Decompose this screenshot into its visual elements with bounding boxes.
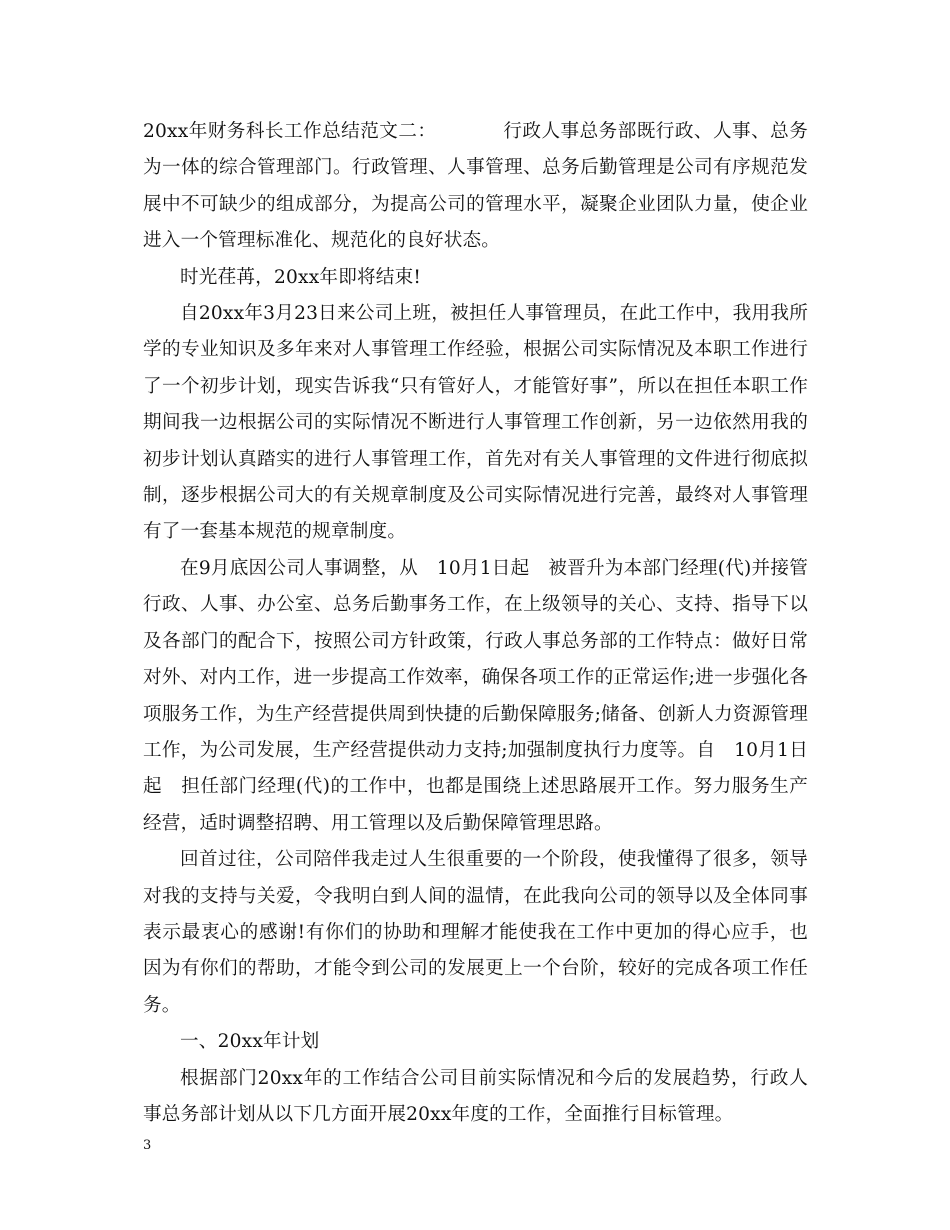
paragraph-time-passing: 时光荏苒，20xx年即将结束! xyxy=(180,266,422,288)
document-body xyxy=(143,114,808,1133)
paragraph-plan: 根据部门20xx年的工作结合公司目前实际情况和今后的发展趋势，行政人事总务部计划从以下几方面开展20xx年度的工作，全面推行目标管理。 xyxy=(143,1067,808,1125)
paragraph-reflection: 回首过往，公司陪伴我走过人生很重要的一个阶段，使我懂得了很多，领导对我的支持与关爱，令我明白到人间的温情，在此我向公司的领导以及全体同事表示最衷心的感谢!有你们的协助和理解才能使我在工作中更加的得心应手，也因为有你们的帮助，才能令到公司的发展更上一个台阶，较好的完成各项工作任务。 xyxy=(143,849,808,1016)
paragraph-hr-start: 自20xx年3月23日来公司上班，被担任人事管理员，在此工作中，我用我所学的专业知识及多年来对人事管理工作经验，根据公司实际情况及本职工作进行了一个初步计划，现实告诉我“只有管好人，才能管好事”，所以在担任本职工作期间我一边根据公司的实际情况不断进行人事管理工作创新，另一边依然用我的初步计划认真踏实的进行人事管理工作，首先对有关人事管理的文件进行彻底拟制，逐步根据公司大的有关规章制度及公司实际情况进行完善，最终对人事管理有了一套基本规范的规章制度。 xyxy=(143,303,808,543)
page-number: 3 xyxy=(143,1138,152,1153)
paragraph-promotion: 在9月底因公司人事调整，从 10月1日起 被晋升为本部门经理(代)并接管行政、人事、办公室、总务后勤事务工作，在上级领导的关心、支持、指导下以及各部门的配合下，按照公司方针政策，行政人事总务部的工作特点：做好日常对外、对内工作，进一步提高工作效率，确保各项工作的正常运作;进一步强化各项服务工作，为生产经营提供周到快捷的后勤保障服务;储备、创新人力资源管理工作，为公司发展，生产经营提供动力支持;加强制度执行力度等。自 10月1日起 担任部门经理(代)的工作中，也都是围绕上述思路展开工作。努力服务生产经营，适时调整招聘、用工管理以及后勤保障管理思路。 xyxy=(143,557,808,834)
section-heading-plan: 一、20xx年计划 xyxy=(180,1031,320,1053)
paragraph-intro: 20xx年财务科长工作总结范文二： 行政人事总务部既行政、人事、总务为一体的综合管理部门。行政管理、人事管理、总务后勤管理是公司有序规范发展中不可缺少的组成部分，为提高公司的管理水平，凝聚企业团队力量，使企业进入一个管理标准化、规范化的良好状态。 xyxy=(143,121,808,252)
